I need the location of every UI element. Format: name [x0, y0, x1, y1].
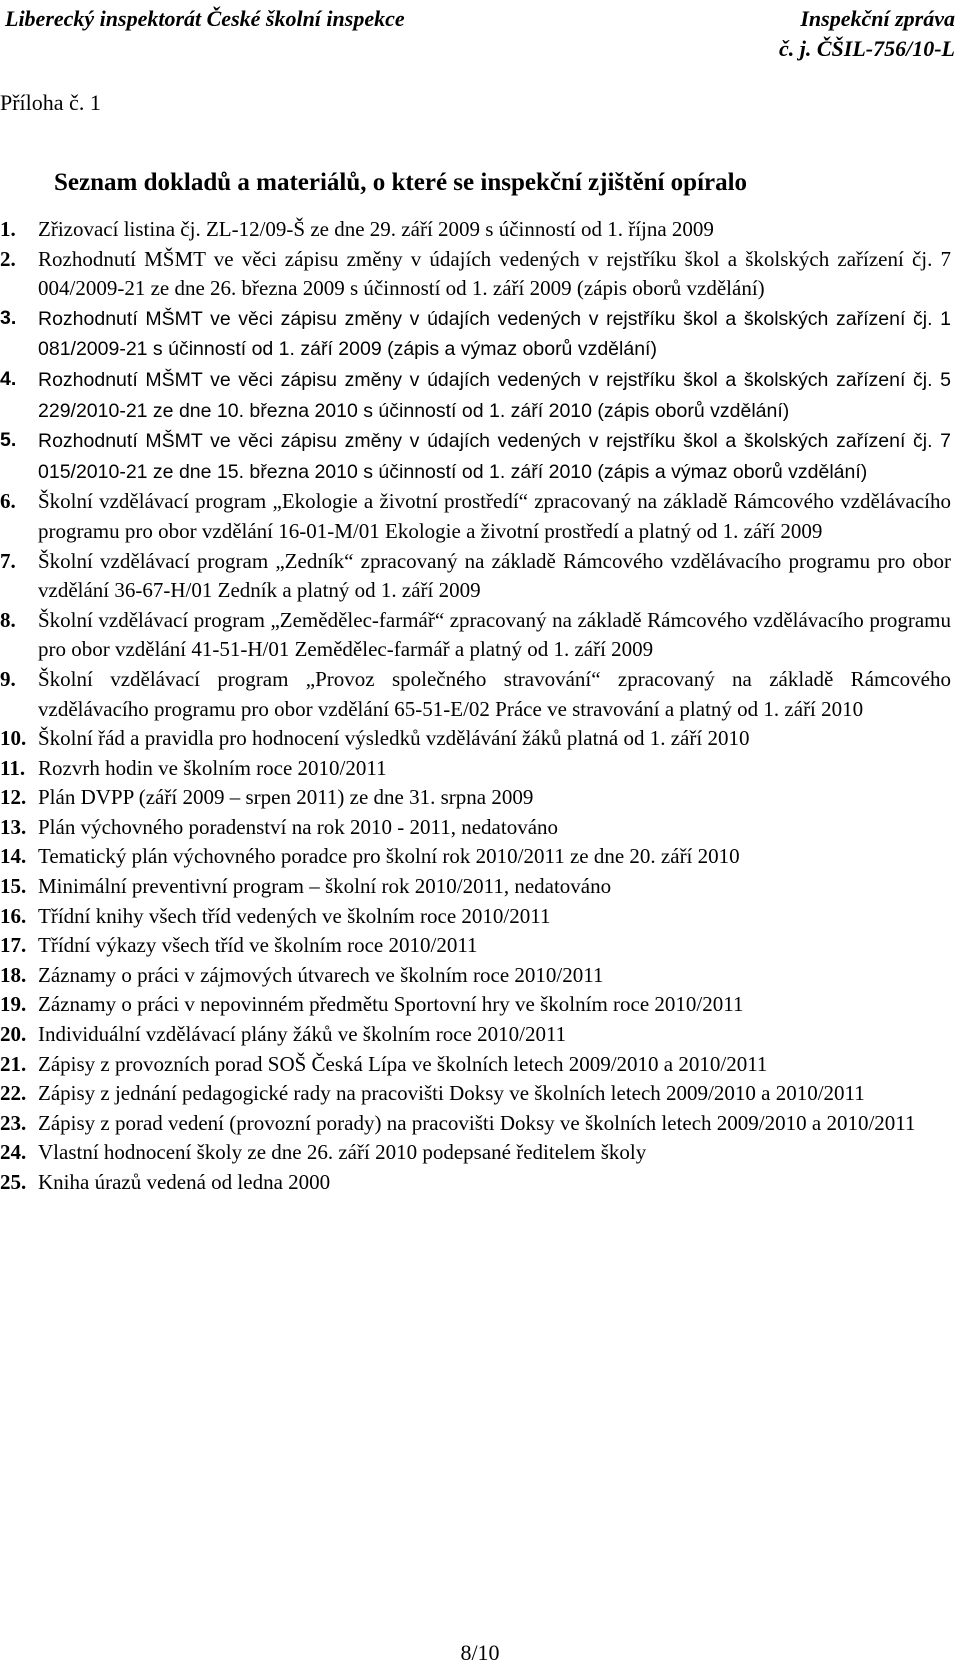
item-text: Školní vzdělávací program „Ekologie a životní prostředí“ zpracovaný na základě Rámcového vzdělávacího programu pro obor vzdělání 16-01-M/01 Ekologie a životní prostředí a platný od 1. září 2009: [38, 489, 951, 543]
list-item: [0, 606, 951, 665]
list-item: [0, 1079, 951, 1109]
list-item: [0, 902, 951, 932]
list-item: [0, 665, 951, 724]
reference-number: č. j. ČŠIL-756/10-L: [779, 36, 955, 61]
item-number: 4.: [0, 367, 17, 390]
inspectorate-name: Liberecký inspektorát České školní inspekce: [5, 6, 405, 31]
item-text: Tematický plán výchovného poradce pro školní rok 2010/2011 ze dne 20. září 2010: [38, 844, 740, 869]
list-item: [0, 426, 951, 487]
item-text: Zřizovací listina čj. ZL-12/09-Š ze dne 29. září 2009 s účinností od 1. října 2009: [38, 217, 714, 241]
item-number: 6.: [0, 489, 16, 514]
item-text: Plán DVPP (září 2009 – srpen 2011) ze dne 31. srpna 2009: [38, 785, 534, 810]
document-list: [0, 215, 951, 1198]
list-item: [0, 1168, 951, 1198]
item-number: 9.: [0, 666, 16, 691]
item-text: Zápisy z jednání pedagogické rady na pracovišti Doksy ve školních letech 2009/2010 a 2010/2011: [38, 1081, 865, 1106]
item-text: Plán výchovného poradenství na rok 2010 - 2011, nedatováno: [38, 814, 559, 839]
list-item: [0, 990, 951, 1020]
item-number: 18.: [0, 962, 27, 987]
item-text: Školní vzdělávací program „Zemědělec-farmář“ zpracovaný na základě Rámcového vzdělávacího programu pro obor vzdělání 41-51-H/01 Zemědělec-farmář a platný od 1. září 2009: [38, 607, 951, 662]
list-item: [0, 724, 951, 754]
item-number: 14.: [0, 844, 27, 869]
item-text: Třídní knihy všech tříd vedených ve školním roce 2010/2011: [38, 903, 551, 928]
item-text: Třídní výkazy všech tříd ve školním roce 2010/2011: [38, 933, 478, 958]
list-item: [0, 1050, 951, 1080]
item-text: Zápisy z porad vedení (provozní porady) na pracovišti Doksy ve školních letech 2009/2010 a 2010/2011: [38, 1110, 916, 1135]
report-type: Inspekční zpráva: [800, 6, 955, 31]
item-number: 17.: [0, 933, 27, 958]
list-item: [0, 1020, 951, 1050]
item-text: Záznamy o práci v zájmových útvarech ve školním roce 2010/2011: [38, 962, 604, 987]
item-number: 8.: [0, 607, 16, 632]
item-number: 11.: [0, 755, 26, 780]
item-text: Rozhodnutí MŠMT ve věci zápisu změny v údajích vedených v rejstříku škol a školských zařízení čj. 7 015/2010-21 ze dne 15. března 2010 s účinností od 1. září 2010 (zápis a výmaz oborů vzdělání): [38, 430, 951, 483]
item-number: 21.: [0, 1051, 27, 1076]
list-item: [0, 931, 951, 961]
item-text: Rozhodnutí MŠMT ve věci zápisu změny v údajích vedených v rejstříku škol a školských zařízení čj. 7 004/2009-21 ze dne 26. března 2009 s účinností od 1. září 2009 (zápis oborů vzdělání): [38, 246, 951, 301]
item-text: Školní řád a pravidla pro hodnocení výsledků vzdělávání žáků platná od 1. září 2010: [38, 726, 750, 751]
item-number: 12.: [0, 785, 27, 810]
item-text: Školní vzdělávací program „Zedník“ zpracovaný na základě Rámcového vzdělávacího programu pro obor vzdělání 36-67-H/01 Zedník a platný od 1. září 2009: [38, 548, 951, 603]
list-item: [0, 754, 951, 784]
item-text: Záznamy o práci v nepovinném předmětu Sportovní hry ve školním roce 2010/2011: [38, 992, 744, 1017]
list-item: [0, 813, 951, 843]
list-item: [0, 365, 951, 426]
list-item: [0, 547, 951, 606]
item-number: 2.: [0, 246, 16, 271]
item-number: 25.: [0, 1170, 27, 1194]
item-number: 16.: [0, 903, 27, 928]
list-item: [0, 961, 951, 991]
item-number: 7.: [0, 548, 16, 573]
item-text: Rozvrh hodin ve školním roce 2010/2011: [38, 755, 387, 780]
document-title: Seznam dokladů a materiálů, o které se inspekční zjištění opíralo: [54, 169, 748, 196]
list-item: [0, 215, 951, 245]
item-text: Rozhodnutí MŠMT ve věci zápisu změny v údajích vedených v rejstříku škol a školských zařízení čj. 5 229/2010-21 ze dne 10. března 2010 s účinností od 1. září 2010 (zápis oborů vzdělání): [38, 368, 951, 422]
page-number: 8/10: [460, 1640, 500, 1665]
list-item: [0, 1138, 951, 1168]
item-text: Individuální vzdělávací plány žáků ve školním roce 2010/2011: [38, 1022, 567, 1047]
item-text: Kniha úrazů vedená od ledna 2000: [38, 1170, 331, 1194]
item-number: 13.: [0, 814, 27, 839]
item-number: 20.: [0, 1022, 27, 1047]
list-item: [0, 245, 951, 304]
item-text: Vlastní hodnocení školy ze dne 26. září 2010 podepsané ředitelem školy: [38, 1140, 647, 1165]
item-text: Rozhodnutí MŠMT ve věci zápisu změny v údajích vedených v rejstříku škol a školských zařízení čj. 1 081/2009-21 s účinností od 1. září 2009 (zápis a výmaz oborů vzdělání): [38, 307, 951, 361]
list-item: [0, 1109, 951, 1139]
attachment-label: Příloha č. 1: [0, 90, 101, 115]
item-number: 24.: [0, 1140, 27, 1165]
report-reference: [779, 4, 955, 64]
item-number: 1.: [0, 217, 16, 241]
item-text: Zápisy z provozních porad SOŠ Česká Lípa ve školních letech 2009/2010 a 2010/2011: [38, 1051, 768, 1076]
item-number: 22.: [0, 1081, 27, 1106]
list-item: [0, 872, 951, 902]
list-item: [0, 842, 951, 872]
page-header: [0, 0, 960, 72]
list-item: [0, 304, 951, 365]
list-item: [0, 783, 951, 813]
list-item: [0, 487, 951, 546]
item-text: Školní vzdělávací program „Provoz společného stravování“ zpracovaný na základě Rámcového vzdělávacího programu pro obor vzdělání 65-51-E/02 Práce ve stravování a platný od 1. září 2010: [38, 666, 951, 721]
item-number: 23.: [0, 1110, 27, 1135]
item-number: 3.: [0, 306, 17, 329]
item-number: 5.: [0, 429, 17, 452]
item-number: 19.: [0, 992, 27, 1017]
item-number: 15.: [0, 874, 27, 899]
item-text: Minimální preventivní program – školní rok 2010/2011, nedatováno: [38, 874, 612, 899]
item-number: 10.: [0, 726, 27, 751]
